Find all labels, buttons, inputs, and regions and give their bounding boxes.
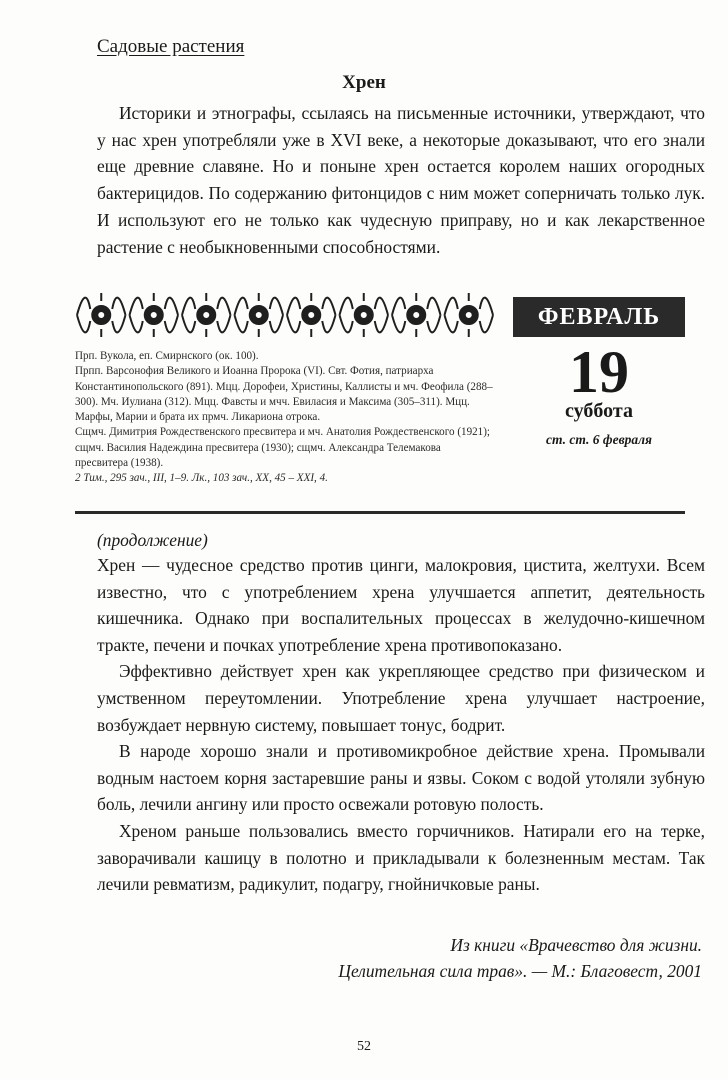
month-banner: ФЕВРАЛЬ bbox=[513, 297, 685, 337]
body-paragraph: Хреном раньше пользовались вместо горчичников. Натирали его на терке, заворачивали кашицу в полотно и прикладывали к болезненным местам. Так лечили ревматизм, радикулит, подагру, гнойничковые раны. bbox=[97, 820, 705, 895]
page-number: 52 bbox=[357, 1039, 371, 1054]
section-divider bbox=[75, 511, 685, 514]
day-number: 19 bbox=[569, 339, 629, 405]
saints-commemoration bbox=[75, 349, 495, 487]
saints-line: Сщмч. Димитрия Рождественского пресвитера и мч. Анатолия Рождественского (1921); сщмч. Василия Надеждина пресвитера (1930); сщмч. Александра Телемакова пресвитера (1938). bbox=[75, 426, 490, 470]
body-paragraph: В народе хорошо знали и противомикробное действие хрена. Промывали водным настоем корня застаревшие раны и язвы. Соком с водой утоляли зубную боль, лечили ангину или просто освежали ротовую полость. bbox=[97, 741, 705, 815]
section-title: Садовые растения bbox=[97, 36, 245, 57]
old-style-date: ст. ст. 6 февраля bbox=[545, 432, 652, 447]
scripture-readings: 2 Тим., 295 зач., III, 1–9. Лк., 103 зач., XX, 45 – XXI, 4. bbox=[75, 472, 328, 485]
saints-line: Прпп. Варсонофия Великого и Иоанна Пророка (VI). Свт. Фотия, патриарха Константинопольского (891). Мцц. Дорофеи, Христины, Каллисты и мч. Феофила (288–300). Мч. Иулиана (312). Мцц. Фавсты и мчч. Евиласия и Максима (305–311). Мцц. Марфы, Марии и брата их прмч. Ликариона отрока. bbox=[75, 365, 493, 424]
article-title: Хрен bbox=[342, 72, 386, 93]
continued-label: (продолжение) bbox=[97, 530, 208, 550]
ornament-band bbox=[75, 289, 495, 341]
source-line: Из книги «Врачевство для жизни. bbox=[450, 935, 702, 955]
intro-paragraph: Историки и этнографы, ссылаясь на письменные источники, утверждают, что у нас хрен употребляли уже в XVI веке, а некоторые доказывают, что его знали еще древние славяне. Но и поныне хрен остается королем наших огородных бактерицидов. По содержанию фитонцидов с ним может соперничать только лук. И используют его не только как чудесную приправу, но и как лекарственное растение с необыкновенными способностями. bbox=[97, 103, 705, 257]
article-body bbox=[97, 552, 705, 898]
source-line: Целительная сила трав». — М.: Благовест, 2001 bbox=[338, 961, 702, 981]
weekday-label: суббота bbox=[565, 400, 633, 422]
body-paragraph: Эффективно действует хрен как укрепляющее средство при физическом и умственном переутомлении. Употребление хрена улучшает настроение, возбуждает нервную систему, повышает тонус, бодрит. bbox=[97, 661, 705, 735]
source-citation bbox=[97, 932, 702, 984]
saints-line: Прп. Вукола, еп. Смирнского (ок. 100). bbox=[75, 350, 259, 362]
body-paragraph: Хрен — чудесное средство против цинги, малокровия, цистита, желтухи. Всем известно, что с употреблением хрена улучшается аппетит, деятельность кишечника. Однако при воспалительных процессах в желудочно-кишечном тракте, печени и почках употребление хрена противопоказано. bbox=[97, 555, 705, 655]
